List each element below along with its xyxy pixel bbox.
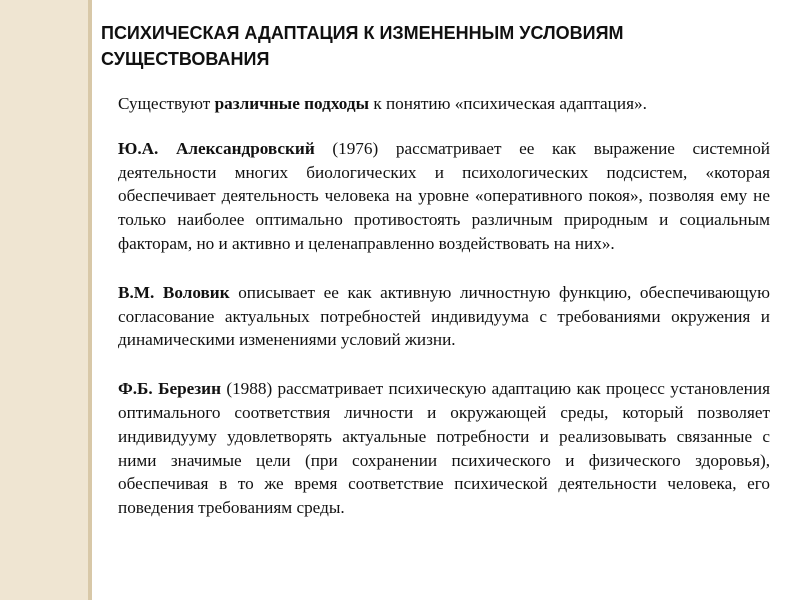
slide-title-line1: ПСИХИЧЕСКАЯ АДАПТАЦИЯ К ИЗМЕНЕННЫМ УСЛОВИЯМ	[101, 23, 624, 43]
paragraph-volovik	[118, 281, 770, 352]
paragraph-text: (1976) рассматривает ее как выражение системной деятельности многих биологических и психологических подсистем, «которая обеспечивает деятельность человека на уровне «оперативного покоя», позволяя ему не только наиболее оптимально противостоять различным природным и социальным факторам, но и активно и целенаправленно воздействовать на них».	[118, 138, 770, 253]
intro-text-after: к понятию «психическая адаптация».	[369, 94, 647, 113]
paragraph-text: описывает ее как активную личностную функцию, обеспечивающую согласование актуальных потребностей индивидуума с требованиями окружения и динамическими изменениями условий жизни.	[118, 282, 770, 350]
slide-body	[118, 92, 770, 545]
slide-title	[101, 20, 761, 72]
author-name: Ю.А. Александровский	[118, 138, 315, 158]
intro-paragraph	[118, 92, 770, 116]
paragraph-berezin	[118, 377, 770, 520]
slide-title-line2: СУЩЕСТВОВАНИЯ	[101, 49, 270, 69]
left-decorative-band	[0, 0, 88, 600]
author-name: Ф.Б. Березин	[118, 379, 221, 399]
paragraph-aleksandrovsky	[118, 137, 770, 256]
author-name: В.М. Воловик	[118, 282, 230, 302]
left-decorative-stripe	[88, 0, 92, 600]
intro-keyword: различные подходы	[214, 94, 370, 113]
paragraph-text: (1988) рассматривает психическую адаптацию как процесс установления оптимального соответствия личности и окружающей среды, который позволяет индивидууму удовлетворять актуальные потребности и реализовывать связанные с ними значимые цели (при сохранении психического и физического здоровья), обеспечивая в то же время соответствие психической деятельности человека, его поведения требованиям среды.	[118, 379, 770, 518]
intro-text-before: Существуют	[118, 94, 215, 113]
